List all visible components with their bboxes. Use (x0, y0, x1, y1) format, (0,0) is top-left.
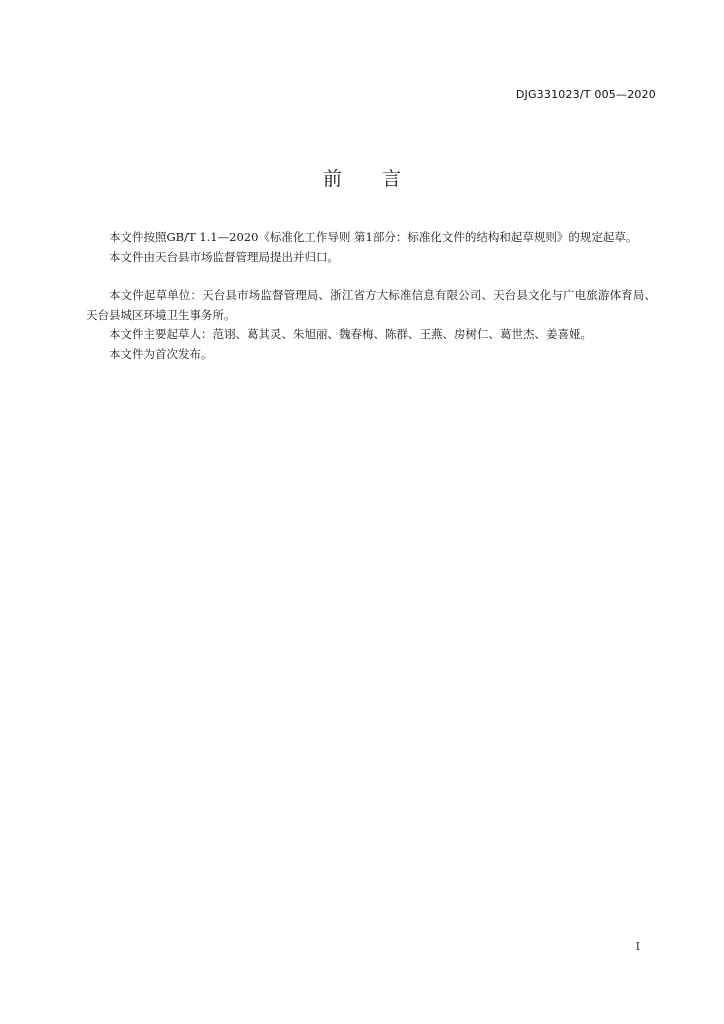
paragraph-proposer: 本文件由天台县市场监督管理局提出并归口。 (109, 249, 339, 264)
foreword-body (86, 228, 656, 364)
paragraph-drafting-basis: 本文件按照GB/T 1.1—2020《标准化工作导则 第1部分：标准化文件的结构和起草规则》的规定起草。 (109, 230, 638, 244)
page-title (0, 164, 724, 191)
document-code: DJG331023/T 005—2020 (515, 88, 656, 101)
paragraph-first-release: 本文件为首次发布。 (109, 346, 213, 361)
page-number: I (635, 940, 640, 953)
title-char-2: 言 (382, 168, 402, 190)
title-char-1: 前 (322, 168, 342, 190)
paragraph-drafters: 本文件主要起草人：范诩、葛其灵、朱旭丽、魏春梅、陈群、王燕、房树仁、葛世杰、姜喜娅。 (109, 327, 592, 341)
paragraph-drafting-units: 本文件起草单位：天台县市场监督管理局、浙江省方大标准信息有限公司、天台县文化与广电旅游体育局、天台县城区环境卫生事务所。 (86, 288, 656, 322)
